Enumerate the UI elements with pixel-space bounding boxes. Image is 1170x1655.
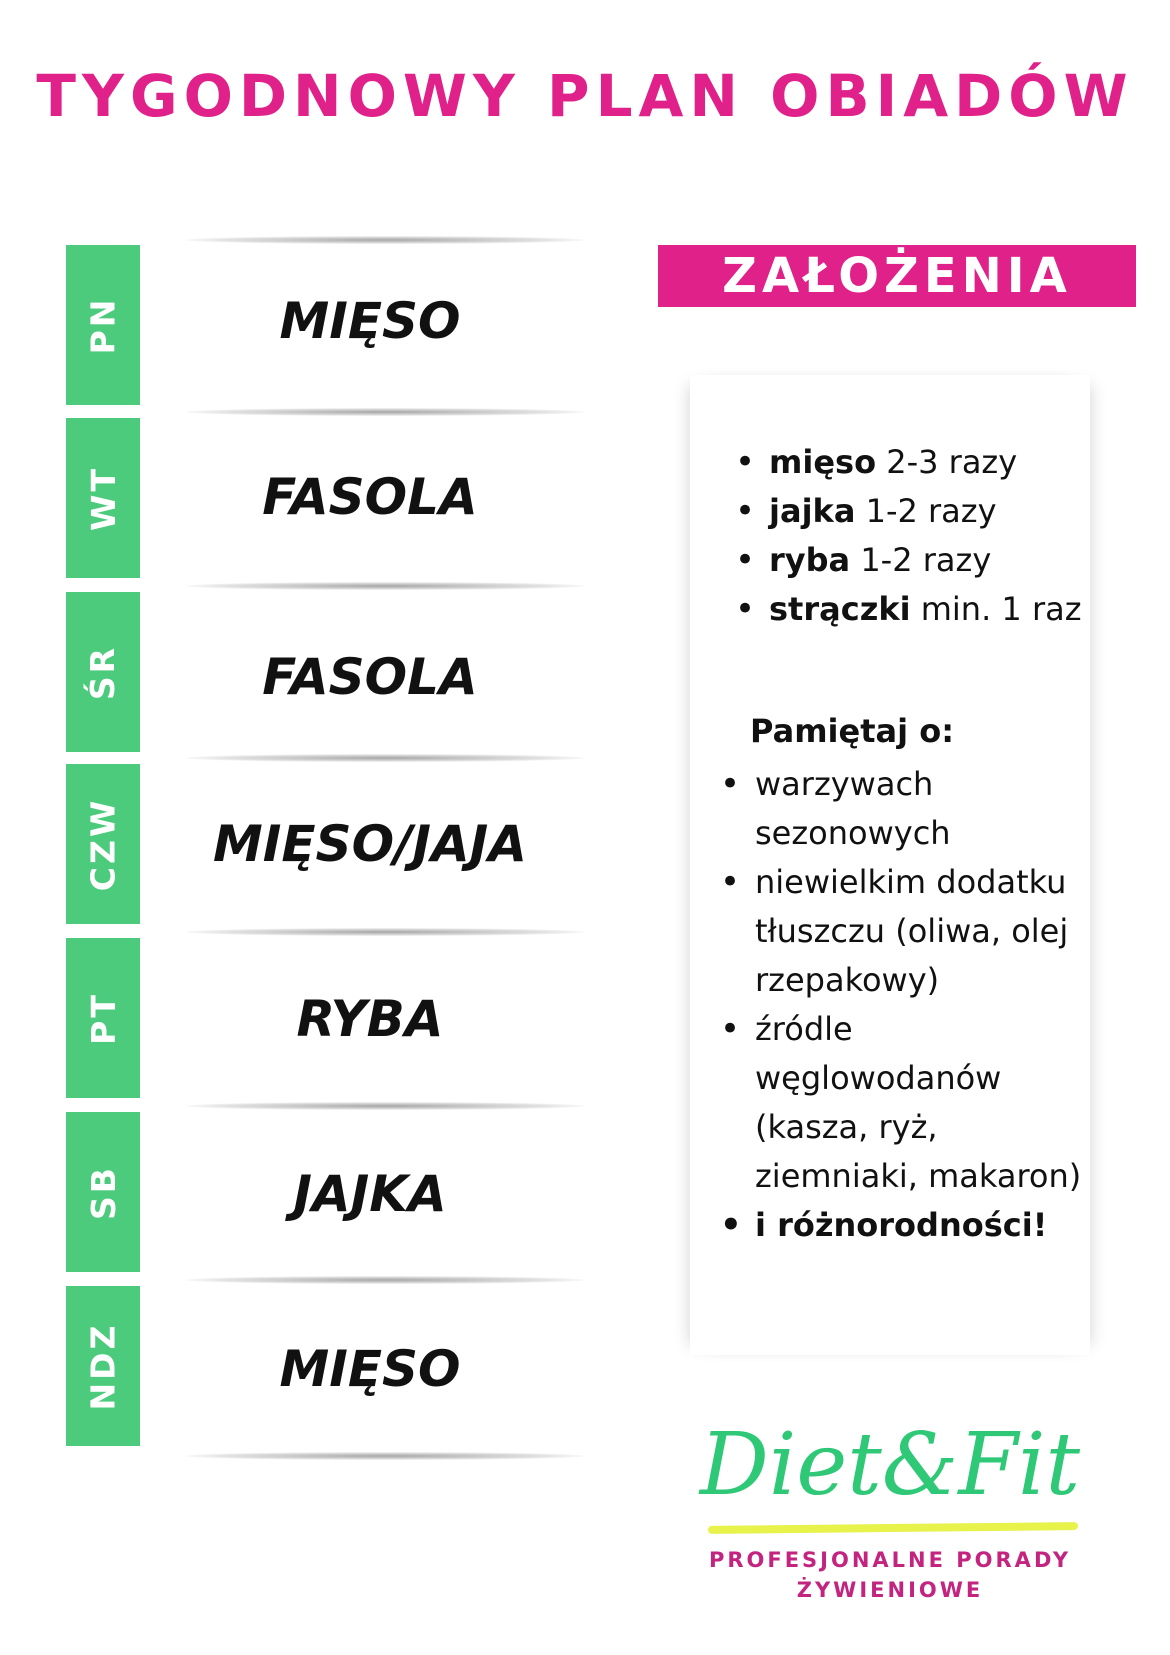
rule-food: jajka xyxy=(769,492,856,530)
rule-food: ryba xyxy=(769,541,851,579)
day-label: WT xyxy=(83,465,123,531)
meal-separator xyxy=(185,754,585,762)
meal-separator xyxy=(185,582,585,590)
meal-thu: MIĘSO/JAJA xyxy=(213,815,527,873)
meal-mon: MIĘSO xyxy=(279,292,461,350)
tagline-line: PROFESJONALNE PORADY xyxy=(708,1548,1072,1572)
logo-underline xyxy=(708,1522,1078,1534)
meal-separator xyxy=(185,408,585,416)
day-label: NDZ xyxy=(83,1322,123,1410)
meal-separator xyxy=(185,1102,585,1110)
list-item: • i różnorodności! xyxy=(720,1201,1090,1250)
rule-food: mięso xyxy=(769,443,877,481)
remember-title: Pamiętaj o: xyxy=(750,712,954,750)
meal-tue: FASOLA xyxy=(262,468,478,526)
list-item xyxy=(735,438,1082,487)
rule-frequency: 1-2 razy xyxy=(850,541,992,579)
meal-fri: RYBA xyxy=(296,990,444,1048)
list-item: • niewielkim dodatku tłuszczu (oliwa, olej rzepakowy) xyxy=(720,858,1090,1005)
day-tab-mon xyxy=(66,245,140,405)
meal-sat: JAJKA xyxy=(293,1165,447,1223)
meal-separator xyxy=(185,928,585,936)
meal-wed: FASOLA xyxy=(262,648,478,706)
rule-frequency: 1-2 razy xyxy=(855,492,997,530)
page-title: TYGODNOWY PLAN OBIADÓW xyxy=(36,62,1134,130)
rules-list xyxy=(735,438,1082,634)
day-label: ŚR xyxy=(83,644,123,700)
day-label: PT xyxy=(83,991,123,1045)
day-label: CZW xyxy=(83,797,123,891)
day-tab-tue xyxy=(66,418,140,578)
tagline-line: ŻYWIENIOWE xyxy=(796,1578,984,1602)
day-tab-wed xyxy=(66,592,140,752)
brand-tagline xyxy=(660,1545,1120,1605)
rule-frequency: 2-3 razy xyxy=(876,443,1018,481)
rule-food: strączki xyxy=(769,590,911,628)
day-tab-fri xyxy=(66,938,140,1098)
day-label: PN xyxy=(83,296,123,354)
day-tab-thu xyxy=(66,764,140,924)
remember-list xyxy=(720,760,1090,1250)
day-tab-sun xyxy=(66,1286,140,1446)
assumptions-header: ZAŁOŻENIA xyxy=(658,245,1136,307)
meal-separator xyxy=(185,236,585,244)
list-item: • źródle węglowodanów (kasza, ryż, ziemniaki, makaron) xyxy=(720,1005,1090,1201)
day-tab-sat xyxy=(66,1112,140,1272)
list-item: • warzywach sezonowych xyxy=(720,760,1090,858)
day-label: SB xyxy=(83,1164,123,1220)
rule-frequency: min. 1 raz xyxy=(910,590,1082,628)
brand-logo: Diet&Fit xyxy=(699,1415,1081,1515)
list-item xyxy=(735,585,1082,634)
meal-separator xyxy=(185,1276,585,1284)
meal-sun: MIĘSO xyxy=(279,1340,461,1398)
list-item xyxy=(735,487,1082,536)
list-item xyxy=(735,536,1082,585)
meal-separator xyxy=(185,1452,585,1460)
